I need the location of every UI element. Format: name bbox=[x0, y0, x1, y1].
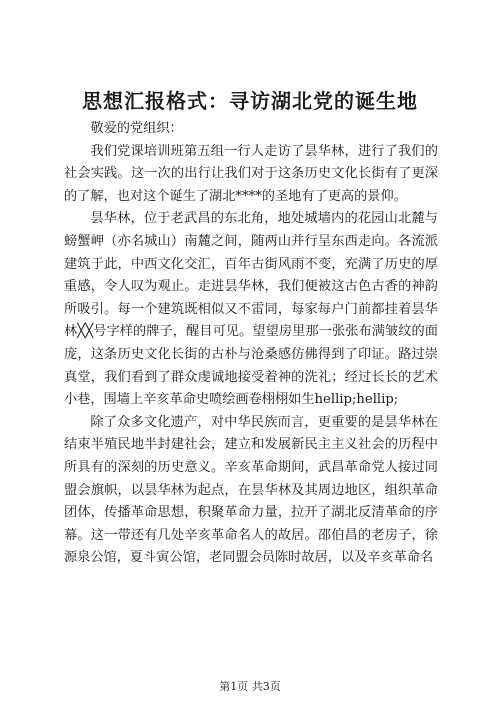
document-title: 思想汇报格式：寻访湖北党的诞生地 bbox=[82, 89, 418, 113]
salutation: 敬爱的党组织： bbox=[90, 121, 183, 136]
page-footer: 第1页 共3页 bbox=[219, 680, 281, 693]
document-body bbox=[64, 118, 438, 570]
paragraph-2: 昙华林，位于老武昌的东北角，地处城墙内的花园山北麓与螃蟹岬（亦名城山）南麓之间，随两山并行呈东西走向。各流派建筑于此，中西文化交汇，百年古街风雨不变，充满了历史的厚重感，令人叹为观止。走进昙华林，我们便被这古色古香的神韵所吸引。每一个建筑既相似又不雷同，每家每户门前都挂着昙华林╳╳号字样的牌子，醒目可见。望望房里那一张张布满皱纹的面庞，这条历史文化长街的古朴与沧桑感仿佛得到了印证。路过崇真堂，我们看到了群众虔诚地接受着神的洗礼；经过长长的艺术小巷，围墙上辛亥革命史喷绘画卷栩栩如生hellip;hellip; bbox=[64, 211, 438, 408]
paragraph-1: 我们党课培训班第五组一行人走访了昙华林，进行了我们的社会实践。这一次的出行让我们对于这条历史文化长街有了更深的了解，也对这个诞生了湖北****的圣地有了更高的景仰。 bbox=[64, 143, 438, 204]
paragraph-3: 除了众多文化遗产，对中华民族而言，更重要的是昙华林在结束半殖民地半封建社会，建立和发展新民主主义社会的历程中所具有的深刻的历史意义。辛亥革命期间，武昌革命党人接过同盟会旗帜，以昙华林为起点，在昙华林及其周边地区，组织革命团体，传播革命思想，积聚革命力量，拉开了湖北反清革命的序幕。这一带还有几处辛亥革命名人的故居。邵伯昌的老房子，徐源泉公馆，夏斗寅公馆，老同盟会员陈时故居，以及辛亥革命名 bbox=[64, 414, 438, 566]
